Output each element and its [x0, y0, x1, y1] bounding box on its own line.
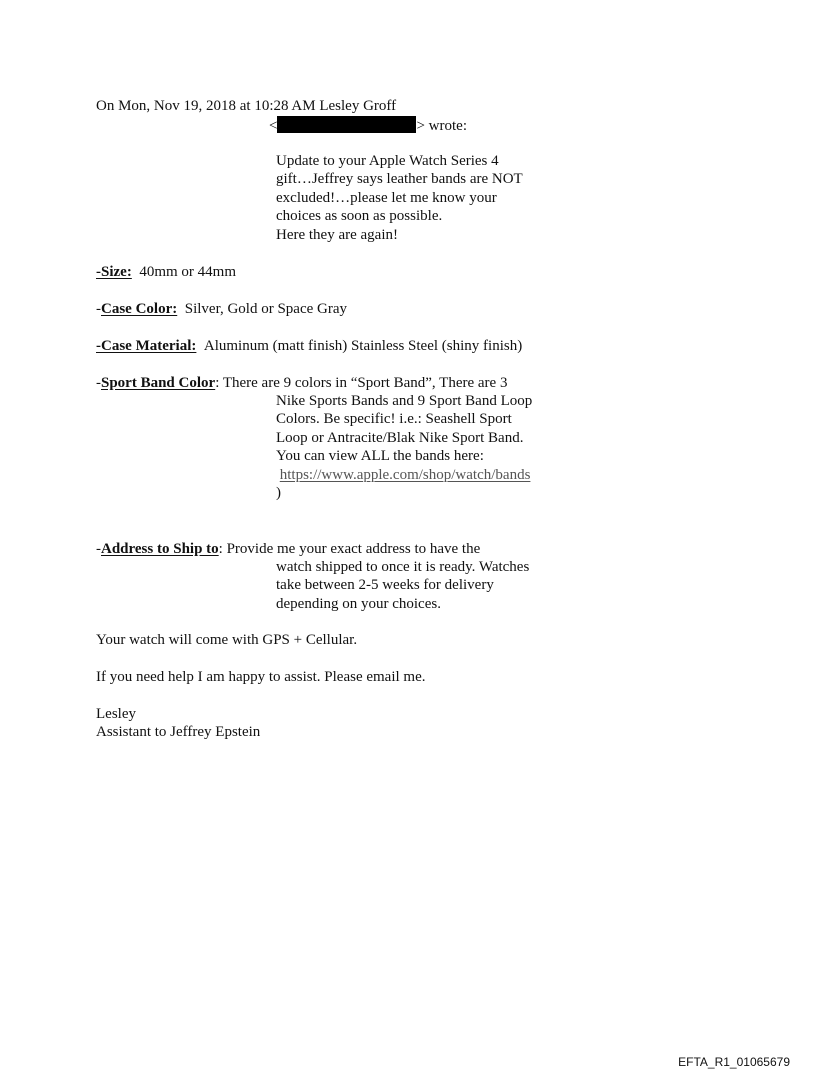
size-line	[96, 263, 236, 281]
sport-band-line: Nike Sports Bands and 9 Sport Band Loop	[276, 393, 533, 409]
sport-band-details	[276, 392, 532, 502]
signature-title: Assistant to Jeffrey Epstein	[96, 724, 261, 741]
case-color-value: Silver, Gold or Space Gray	[184, 301, 348, 317]
intro-line: Here they are again!	[276, 226, 399, 243]
intro-line: choices as soon as possible.	[276, 208, 443, 225]
sport-band-line: Colors. Be specific! i.e.: Seashell Sport	[276, 411, 512, 428]
wrote-label: > wrote:	[416, 118, 467, 134]
intro-line: excluded!…please let me know your	[276, 189, 497, 206]
address-label: Address to Ship to	[101, 541, 219, 557]
case-material-line	[96, 337, 522, 355]
header-on-line: On Mon, Nov 19, 2018 at 10:28 AM Lesley Groff	[96, 98, 397, 114]
address-details	[276, 558, 529, 613]
intro-paragraph	[276, 152, 523, 244]
intro-line: gift…Jeffrey says leather bands are NOT	[276, 171, 523, 188]
address-line: depending on your choices.	[276, 595, 441, 612]
gps-line: Your watch will come with GPS + Cellular.	[96, 632, 358, 648]
size-prefix: -	[96, 264, 101, 280]
address-first-text: : Provide me your exact address to have the	[218, 541, 481, 557]
open-bracket: <	[269, 118, 278, 134]
closing-paren: )	[276, 485, 281, 502]
intro-line: Update to your Apple Watch Series 4	[276, 153, 499, 169]
sport-band-first-line	[96, 374, 507, 392]
case-material-value: Aluminum (matt finish) Stainless Steel (shiny finish)	[203, 338, 523, 354]
sport-band-prefix: -	[96, 375, 101, 391]
address-line: take between 2-5 weeks for delivery	[276, 577, 494, 594]
redacted-email-box	[277, 116, 416, 133]
case-color-label: Case Color:	[101, 301, 178, 317]
help-line: If you need help I am happy to assist. Please email me.	[96, 669, 426, 685]
address-first-line	[96, 540, 480, 558]
signature	[96, 705, 260, 742]
address-line: watch shipped to once it is ready. Watches	[276, 559, 530, 575]
case-color-prefix: -	[96, 301, 101, 317]
sport-band-label: Sport Band Color	[101, 375, 216, 391]
case-material-prefix: -	[96, 338, 101, 354]
email-header-line	[96, 97, 396, 115]
sport-band-line: You can view ALL the bands here:	[276, 448, 484, 465]
case-material-label: Case Material:	[101, 338, 197, 354]
case-color-line	[96, 300, 347, 318]
address-prefix: -	[96, 541, 101, 557]
document-id: EFTA_R1_01065679	[678, 1055, 790, 1069]
email-sender-line	[269, 116, 467, 135]
size-label: Size:	[101, 264, 132, 280]
sport-band-first-text: : There are 9 colors in “Sport Band”, There are 3	[215, 375, 508, 391]
sport-band-line: Loop or Antracite/Blak Nike Sport Band.	[276, 429, 524, 446]
bands-link[interactable]: https://www.apple.com/shop/watch/bands	[279, 466, 531, 483]
signature-name: Lesley	[96, 706, 136, 722]
size-value: 40mm or 44mm	[139, 264, 236, 280]
